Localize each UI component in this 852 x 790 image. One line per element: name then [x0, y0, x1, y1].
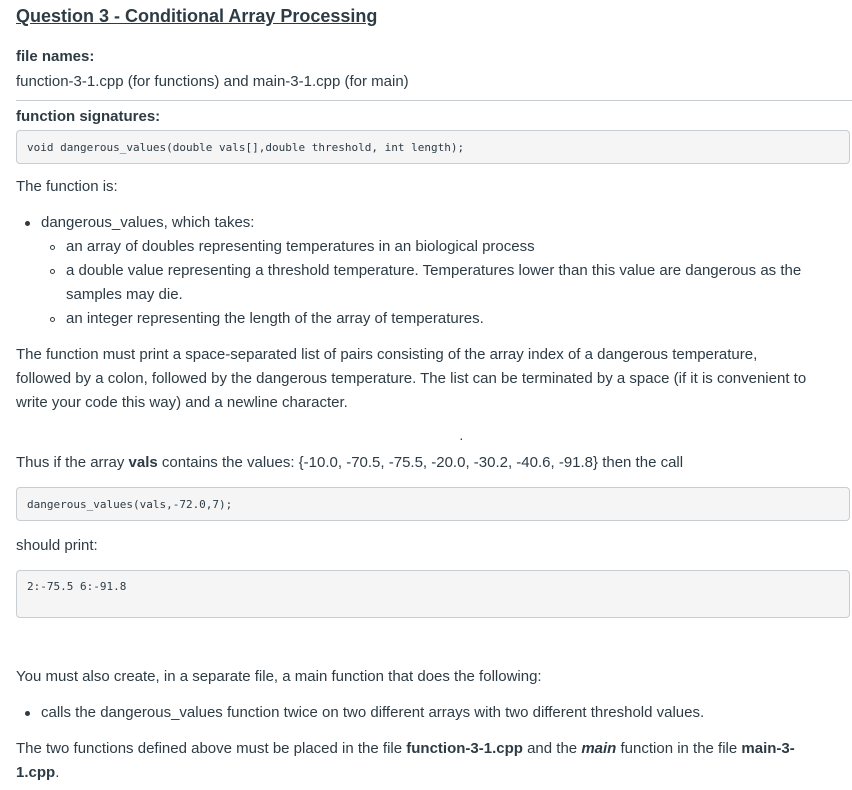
sub-bullet-icon: [50, 269, 55, 274]
final-instructions-line1: [16, 737, 795, 761]
sub-bullet-text: an array of doubles representing temperatures in an biological process: [66, 238, 535, 255]
function-is-text: The function is:: [16, 178, 118, 195]
file-names-label: file names:: [16, 48, 95, 65]
stray-dot: ·: [459, 430, 464, 446]
example-text-pre: Thus if the array: [16, 454, 129, 471]
divider: [16, 100, 852, 101]
sub-bullet-text: a double value representing a threshold temperature. Temperatures lower than this value are dangerous as the: [66, 262, 802, 279]
sub-bullet-icon: [50, 245, 55, 250]
output-code-block: 2:-75.5 6:-91.8: [16, 570, 850, 618]
signature-code-block: void dangerous_values(double vals[],double threshold, int length);: [16, 130, 850, 164]
final-instructions-line2: [16, 761, 59, 785]
main-file-name-part2: 1.cpp: [16, 764, 56, 781]
example-array-name: vals: [128, 454, 158, 471]
final-text-mid: and the: [522, 740, 582, 757]
main-description-text: You must also create, in a separate file, a main function that does the following:: [16, 668, 542, 685]
print-description-line: write your code this way) and a newline character.: [16, 394, 348, 411]
bullet-icon: [25, 711, 30, 716]
bullet-main-text: dangerous_values, which takes:: [41, 214, 255, 231]
example-text: [16, 451, 683, 475]
main-bullet-text: calls the dangerous_values function twice on two different arrays with two different threshold values.: [41, 704, 705, 721]
call-code-block: dangerous_values(vals,-72.0,7);: [16, 487, 850, 521]
print-description-line: The function must print a space-separated list of pairs consisting of the array index of a dangerous temperature,: [16, 346, 758, 363]
should-print-text: should print:: [16, 537, 98, 554]
sub-bullet-text-cont: samples may die.: [66, 286, 183, 303]
function-file-name: function-3-1.cpp: [406, 740, 523, 757]
main-file-name-part1: main-3-: [741, 740, 795, 757]
print-description-line: followed by a colon, followed by the dangerous temperature. The list can be terminated by a space (if it is convenient to: [16, 370, 807, 387]
main-keyword: main: [581, 740, 617, 757]
sub-bullet-icon: [50, 317, 55, 322]
function-signatures-label: function signatures:: [16, 108, 161, 125]
file-names-value: function-3-1.cpp (for functions) and main-3-1.cpp (for main): [16, 73, 409, 90]
final-text-end: .: [55, 764, 60, 781]
example-text-post: contains the values: {-10.0, -70.5, -75.5, -20.0, -30.2, -40.6, -91.8} then the call: [157, 454, 684, 471]
sub-bullet-text: an integer representing the length of the array of temperatures.: [66, 310, 484, 327]
bullet-icon: [25, 221, 30, 226]
page-title: Question 3 - Conditional Array Processing: [16, 6, 378, 26]
final-text-pre: The two functions defined above must be placed in the file: [16, 740, 407, 757]
final-text-mid2: function in the file: [616, 740, 742, 757]
